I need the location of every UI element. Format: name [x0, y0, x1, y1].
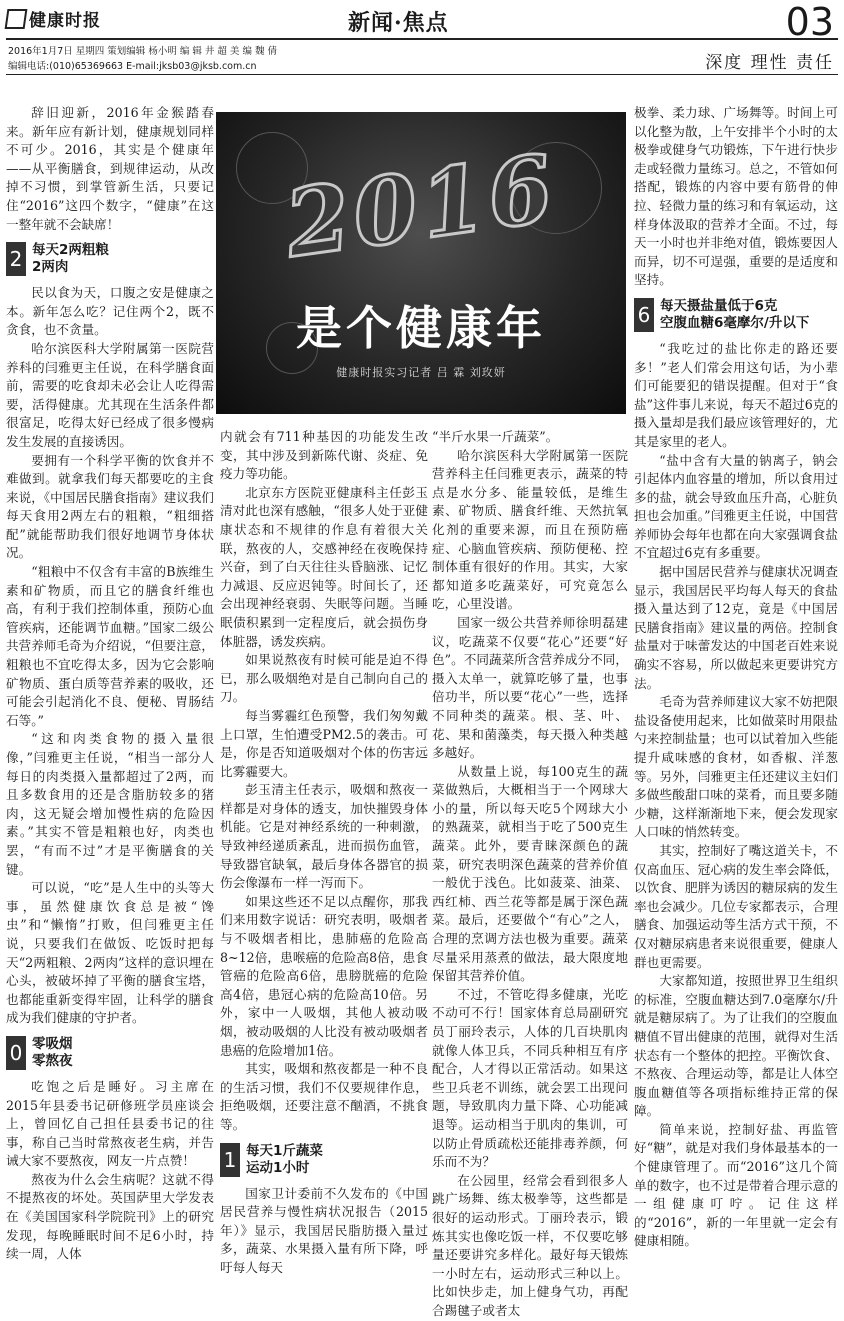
subhead-title-text: 每天1斤蔬菜 运动1小时 — [246, 1142, 323, 1176]
hero-image — [216, 112, 626, 414]
paragraph: 大家都知道，按照世界卫生组织的标准，空腹血糖达到7.0毫摩尔/升就是糖尿病了。为了让我们的空腹血糖值不冒出健康的范围，就得对生活状态有一个整体的把控。平衡饮食、不熬夜、合理运动等，都是让人体空腹血糖值等各项指标维持正常的保障。 — [634, 973, 838, 1119]
paragraph: 内就会有711种基因的功能发生改变，其中涉及到新陈代谢、炎症、免疫力等功能。 — [220, 429, 428, 482]
subhead-number: 0 — [6, 1036, 26, 1070]
page-number: 03 — [785, 0, 834, 44]
logo-text: 健康时报 — [29, 11, 101, 31]
subhead-title — [246, 1143, 323, 1177]
subhead-1 — [220, 1143, 428, 1177]
paragraph: “粗粮中不仅含有丰富的B族维生素和矿物质，而且它的膳食纤维也高，有利于我们控制体重，预防心血管疾病，还能调节血糖。”国家二级公共营养师毛奇为介绍说，“但要注意，粗粮也不宜吃得太多，因为它会影响矿物质、蛋白质等营养素的吸收，还可能会引起消化不良、便秘、胃肠结石等。” — [6, 564, 214, 728]
intro-paragraph: 辞旧迎新，2016年金猴踏春来。新年应有新计划，健康规划同样不可少。2016，其实是个健康年——从平衡膳食，到规律运动，从改掉不习惯，到掌管新生活，只要记住“2016”这四个数字，“健康”在这一整年就不会缺席！ — [6, 105, 214, 232]
subhead-2 — [6, 242, 214, 276]
paragraph: “半斤水果一斤蔬菜”。 — [432, 429, 559, 444]
paragraph: 可以说，“吃”是人生中的头等大事，虽然健康饮食总是被“馋虫”和“懒惰”打败，但闫雅更主任说，只要我们在做饭、吃饭时把每天“2两粗粮、2两肉”这样的意识埋在心头，被破坏掉了平衡的膳食宝塔，也都能重新变得牢固，让科学的膳食成为我们健康的守护者。 — [6, 880, 214, 1026]
paragraph: 在公园里，经常会看到很多人跳广场舞、练太极拳等，这些都是很好的运动形式。丁丽玲表示，锻炼其实也像吃饭一样，不仅要吃够量还要讲究多样化。最好每天锻炼一小时左右，运动形式三种以上。比如快步走，加上健身气功，再配合踢毽子或者太 — [432, 1172, 628, 1318]
hero-credit: 健康时报实习记者 吕 霖 刘玫妍 — [336, 366, 506, 379]
logo-mark-icon — [5, 9, 28, 29]
contact-line: 编辑电话:(010)65369663 E-mail:jksb03@jksb.com.cn — [8, 61, 257, 72]
article-column-1 — [6, 104, 214, 1274]
paragraph: 彭玉清主任表示，吸烟和熬夜一样都是对身体的透支，加快摧毁身体机能。它是对神经系统的一种刺激，导致神经递质紊乱，进而损伤血管，导致器官缺氧，最后身体各器官的损伤会像瀑布一样一泻而下。 — [220, 782, 428, 891]
header-bottom-rule — [6, 74, 838, 75]
newspaper-logo — [6, 6, 101, 31]
paragraph: 从数量上说，每100克生的蔬菜做熟后，大概相当于一个网球大小的量，所以每天吃5个网球大小的熟蔬菜，就相当于吃了500克生蔬菜。此外，要青睐深颜色的蔬菜，研究表明深色蔬菜的营养价值一般优于浅色。比如菠菜、油菜、西红柿、西兰花等都是属于深色蔬菜。最后，还要做个“有心”之人，合理的烹调方法也极为重要。蔬菜尽量采用蒸煮的做法，最大限度地保留其营养价值。 — [432, 763, 628, 984]
article-column-3 — [432, 428, 628, 1318]
subhead-title-text: 每天摄盐量低于6克 空腹血糖6毫摩尔/升以下 — [660, 297, 810, 331]
section-title: 新闻·焦点 — [348, 10, 449, 36]
subhead-title — [32, 242, 109, 276]
paragraph: 据中国居民营养与健康状况调查显示，我国居民平均每人每天的食盐摄入量达到了12克，竟是《中国居民膳食指南》建议量的两倍。控制食盐量对于味蕾发达的中国老百姓来说确实不容易，所以做起来更要讲究方法。 — [634, 564, 838, 691]
slogan: 深度 理性 责任 — [705, 53, 834, 73]
paragraph: “我吃过的盐比你走的路还要多！”老人们常会用这句话，为小辈们可能要犯的错误提醒。但对于“食盐”这件事儿来说，每天不超过6克的摄入量却是我们最应该管理好的，尤其是家里的老人。 — [634, 340, 838, 449]
paragraph: 其实，控制好了嘴这道关卡，不仅高血压、冠心病的发生率会降低，以饮食、肥胖为诱因的糖尿病的发生率也会减少。几位专家都表示，合理膳食、加强运动等生活方式干预，不仅对糖尿病患者来说很重要，健康人群也更需要。 — [634, 842, 838, 970]
paragraph: 每当雾霾红色预警，我们匆匆戴上口罩，生怕遭受PM2.5的袭击。可是，你是否知道吸烟对个体的伤害远比雾霾要大。 — [220, 707, 428, 779]
paragraph: 简单来说，控制好盐、再监管好“糖”，就是对我们身体最基本的一个健康管理了。而“2016”这几个简单的数字，也不过是带着合理示意的一组健康叮咛。记住这样的“2016”，新的一年里就一定会有健康相随。 — [634, 1121, 838, 1249]
subhead-number: 1 — [220, 1143, 240, 1177]
paragraph: 吃饱之后是睡好。习主席在2015年县委书记研修班学员座谈会上，曾回忆自己担任县委书记的往事，称自己当时常熬夜老生病，并告诫大家不要熬夜，网友一片点赞！ — [6, 1078, 214, 1169]
date-editor-line: 2016年1月7日 星期四 策划编辑 杨小明 编 辑 井 超 美 编 魏 倩 — [8, 46, 277, 57]
paragraph: 如果说熬夜有时候可能是迫不得已，那么吸烟绝对是自己制向自己的刀。 — [220, 652, 428, 705]
paragraph: 熬夜为什么会生病呢？这就不得不提熬夜的坏处。英国萨里大学发表在《美国国家科学院院刊》上的研究发现，每晚睡眠时间不足6小时，持续一周，人体 — [6, 1171, 214, 1262]
paragraph: 国家卫计委前不久发布的《中国居民营养与慢性病状况报告（2015年）》显示，我国居民脂肪摄入量过多，蔬菜、水果摄入量有所下降，呼吁每人每天 — [220, 1185, 428, 1275]
paragraph: 要拥有一个科学平衡的饮食并不难做到。就拿我们每天都要吃的主食来说，《中国居民膳食指南》建议我们每天食用2两左右的粗粮，“粗细搭配”就能帮助我们很好地调节身体状况。 — [6, 452, 214, 561]
paragraph: 极拳、柔力球、广场舞等。时间上可以化整为散，上午安排半个小时的太极拳或健身气功锻炼，下午进行快步走或轻微力量练习。总之，不管如何搭配，锻炼的内容中要有筋骨的伸拉、轻微力量的练习和有氧运动，这样身体汲取的营养才全面。不过，每天一小时也并非绝对值，锻炼要因人而异，切不可逞强，重要的是适度和坚持。 — [634, 105, 838, 288]
subhead-title-text: 零吸烟 零熬夜 — [32, 1035, 73, 1069]
subhead-6 — [634, 298, 838, 332]
paragraph: 北京东方医院亚健康科主任彭玉清对此也深有感触，“很多人处于亚健康状态和不规律的作息有着很大关联，熬夜的人，交感神经在夜晚保持兴奋，到了白天往往头昏脑涨、记忆力减退、反应迟钝等。时间长了，还会出现神经衰弱、失眠等问题。当睡眠债积累到一定程度后，就会损伤身体脏器，诱发疾病。 — [220, 484, 428, 649]
paragraph: “这和肉类食物的摄入量很像，”闫雅更主任说，“相当一部分人每日的肉类摄入量都超过了2两，而且多数食用的还是含脂肪较多的猪肉，这无疑会增加慢性病的危险因素。”其实不管是粗粮也好，肉类也罢，“有而不过”才是平衡膳食的关键。 — [6, 731, 214, 877]
hero-year: 2016 — [278, 133, 564, 279]
article-column-4 — [634, 104, 838, 1274]
subhead-number: 6 — [634, 298, 654, 332]
paragraph: 哈尔滨医科大学附属第一医院营养科主任闫雅更表示，蔬菜的特点是水分多、能量较低，是维生素、矿物质、膳食纤维、天然抗氧化剂的重要来源，而且在预防癌症、心脑血管疾病、预防便秘、控制体重有很好的作用。其实，大家都知道多吃蔬菜好，可究竟怎么吃，心里没谱。 — [432, 447, 628, 612]
subhead-0 — [6, 1036, 214, 1070]
paragraph: 民以食为天，口腹之安是健康之本。新年怎么吃？记住两个2，既不贪食，也不贪量。 — [6, 285, 214, 338]
paragraph: 如果这些还不足以点醒你，那我们来用数字说话：研究表明，吸烟者与不吸烟者相比，患肺癌的危险高8~12倍，患喉癌的危险高8倍，患食管癌的危险高6倍，患膀胱癌的危险高4倍，患冠心病的危险高10倍。另外，家中一人吸烟，其他人被动吸烟，被动吸烟的人比没有被动吸烟者患癌的危险增加1倍。 — [220, 893, 428, 1058]
subhead-number: 2 — [6, 242, 26, 276]
hero-title: 是个健康年 — [296, 301, 546, 355]
paragraph: “盐中含有大量的钠离子，钠会引起体内血容量的增加，所以食用过多的盐，就会导致血压升高，心脏负担也会加重。”闫雅更主任说，中国营养师协会每年也都在向大家强调食盐不宜超过6克有多重要。 — [634, 452, 838, 561]
paragraph: 其实，吸烟和熬夜都是一种不良的生活习惯，我们不仅要规律作息，拒绝吸烟，还要注意不酗酒，不挑食等。 — [220, 1061, 428, 1132]
subhead-title — [32, 1036, 73, 1070]
paragraph: 国家一级公共营养师徐明磊建议，吃蔬菜不仅要“花心”还要“好色”。不同蔬菜所含营养成分不同，摄入太单一，就算吃够了量，也事倍功半，所以要“花心”一些，选择不同种类的蔬菜。根、茎、叶、花、果和菌藻类，每天摄入种类越多越好。 — [432, 614, 628, 761]
masthead — [0, 0, 844, 76]
subhead-title-text: 每天2两粗粮 2两肉 — [32, 242, 109, 276]
paragraph: 哈尔滨医科大学附属第一医院营养科的闫雅更主任说，在科学膳食面前，需要的吃食却未必会让人吃得需要，活得健康。尤其现在生活条件都很富足，吃得太好已经成了很多慢病发生发展的直接诱因。 — [6, 340, 214, 449]
subhead-title — [660, 298, 809, 332]
paragraph: 毛奇为营养师建议大家不妨把限盐设备使用起来，比如做菜时用限盐勺来控制盐量；也可以试着加入些能提升咸味感的食材，如香椒、洋葱等。另外，闫雅更主任还建议主妇们多做些酸甜口味的菜肴，而且要多随少糖，这样渐渐地下来，便会发现家人口味的悄然转变。 — [634, 694, 838, 840]
article-column-2 — [220, 428, 428, 1274]
paragraph: 不过，不管吃得多健康，光吃不动可不行！国家体育总局副研究员丁丽玲表示，人体的几百块肌肉就像人体卫兵，不同兵种相互有序配合，人才得以正常活动。如果这些卫兵老不训练，就会罢工出现问题，导致肌肉力量下降、心功能减退等。运动相当于肌肉的集训，可以防止骨质疏松还能排毒养颜，何乐而不为？ — [432, 986, 628, 1170]
header-rule — [6, 38, 838, 40]
